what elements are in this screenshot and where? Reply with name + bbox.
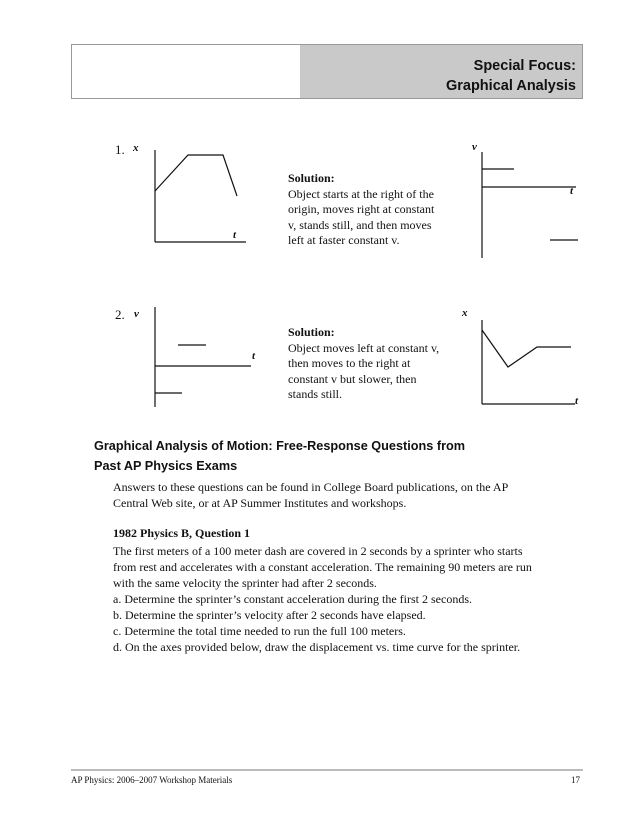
problem-1-left-vertical-label: x xyxy=(133,142,139,154)
question-heading: 1982 Physics B, Question 1 xyxy=(113,526,251,540)
header-title-line2: Graphical Analysis xyxy=(445,78,576,94)
problem-2-left-horizontal-label: t xyxy=(252,350,256,362)
problem-2-position-curve xyxy=(482,330,571,367)
page-number: 17 xyxy=(571,775,580,785)
problem-2-right-horizontal-label: t xyxy=(575,395,579,407)
problem-1-solution-line: v, stands still, and then moves xyxy=(288,217,432,232)
question-line: b. Determine the sprinter’s velocity after 2 seconds have elapsed. xyxy=(113,608,426,622)
problem-1-solution-heading: Solution: xyxy=(288,171,335,185)
section-intro-line2: Central Web site, or at AP Summer Institutes and workshops. xyxy=(113,496,407,510)
question-line: The first meters of a 100 meter dash are covered in 2 seconds by a sprinter who starts xyxy=(113,544,523,558)
question-line: with the same velocity the sprinter had after 2 seconds. xyxy=(113,576,377,590)
footer-text: AP Physics: 2006–2007 Workshop Materials xyxy=(71,775,233,785)
question-line: a. Determine the sprinter’s constant acceleration during the first 2 seconds. xyxy=(113,592,472,606)
section-title-line2: Past AP Physics Exams xyxy=(94,459,238,473)
question-line: c. Determine the total time needed to run the full 100 meters. xyxy=(113,624,406,638)
footer-rule xyxy=(71,769,583,771)
problem-2-left-vertical-label: v xyxy=(134,308,139,320)
problem-1-solution-line: left at faster constant v. xyxy=(288,233,400,247)
problem-2-solution-line: then moves to the right at xyxy=(288,356,411,370)
problem-1-solution xyxy=(288,171,458,249)
problem-1-number: 1. xyxy=(115,142,125,157)
problem-1-velocity-graph xyxy=(478,150,578,260)
section-intro-line1: Answers to these questions can be found in College Board publications, on the AP xyxy=(113,480,509,494)
question-body xyxy=(113,543,583,655)
question-line: from rest and accelerates with a constant acceleration. The remaining 90 meters are run xyxy=(113,560,532,574)
section-title xyxy=(94,436,564,476)
problem-2-solution-heading: Solution: xyxy=(288,325,335,339)
problem-2-solution-line: constant v but slower, then xyxy=(288,371,417,386)
section-title-line1: Graphical Analysis of Motion: Free-Response Questions from xyxy=(94,439,466,453)
problem-2-solution-line: Object moves left at constant v, xyxy=(288,340,440,355)
problem-1-position-curve xyxy=(155,155,237,196)
problem-2-position-graph xyxy=(477,318,577,408)
problem-1-right-horizontal-label: t xyxy=(570,185,574,197)
problem-2-number: 2. xyxy=(115,307,125,322)
problem-2-right-vertical-label: x xyxy=(462,307,468,319)
header-title xyxy=(446,56,576,96)
problem-2-velocity-graph xyxy=(150,305,255,410)
problem-2-solution-line: stands still. xyxy=(288,387,343,401)
problem-1-right-vertical-label: v xyxy=(472,141,477,153)
problem-1-solution-line: origin, moves right at constant xyxy=(288,202,435,216)
section-intro xyxy=(113,479,583,511)
problem-2-solution xyxy=(288,325,458,403)
problem-1-left-horizontal-label: t xyxy=(233,229,237,241)
problem-1-solution-line: Object starts at the right of the xyxy=(288,186,434,201)
header-title-line1: Special Focus: xyxy=(473,58,576,74)
question-line: d. On the axes provided below, draw the displacement vs. time curve for the sprinter. xyxy=(113,640,521,654)
